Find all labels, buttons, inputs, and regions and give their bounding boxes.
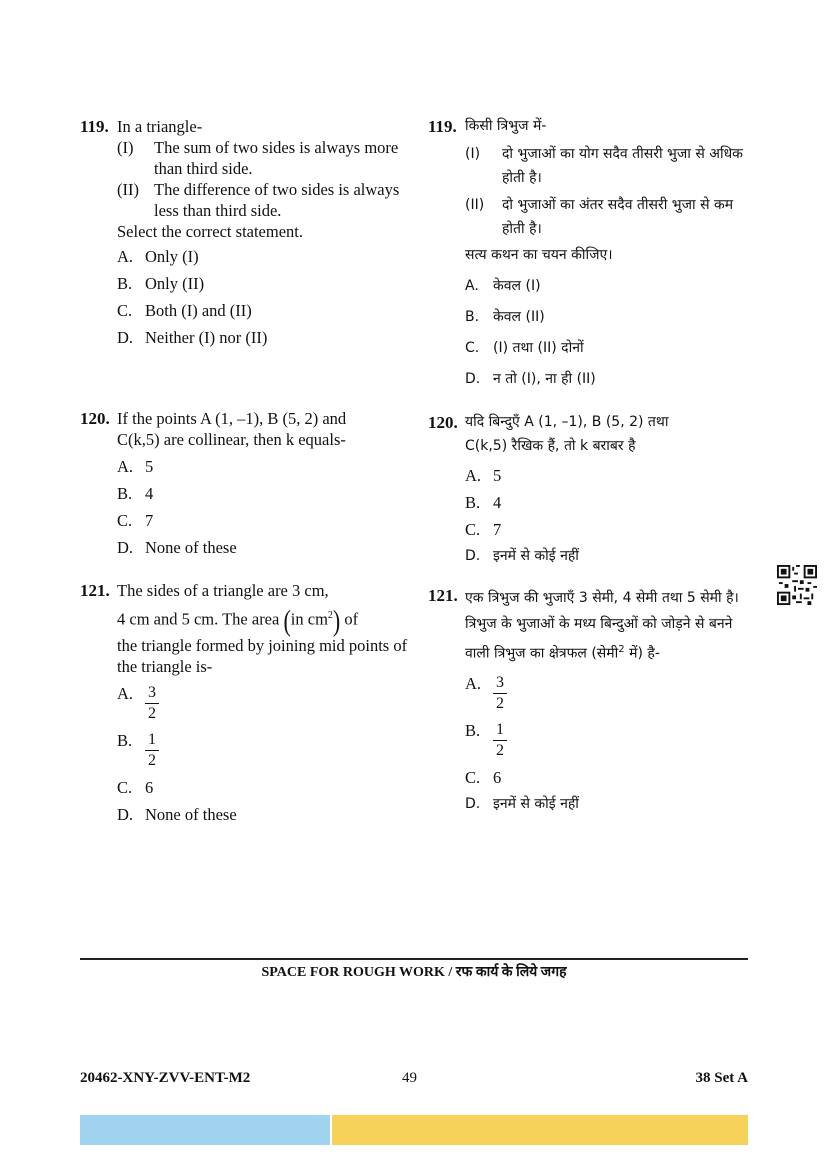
option-c[interactable] <box>465 767 758 788</box>
fraction <box>145 730 159 771</box>
option-c[interactable] <box>465 338 758 359</box>
stem-text: 4 cm and 5 cm. The area <box>117 609 280 629</box>
statement-text: दो भुजाओं का योग सदैव तीसरी भुजा से अधिक होती है। <box>502 146 743 186</box>
option-text: 5 <box>493 466 502 485</box>
option-d[interactable] <box>465 794 758 815</box>
question-stem-line3: the triangle formed by joining mid points of the triangle is- <box>117 636 408 677</box>
paren-open: ( <box>283 603 291 638</box>
option-text: Only (I) <box>145 247 199 266</box>
option-b[interactable] <box>117 273 415 294</box>
question-instruction: Select the correct statement. <box>117 222 303 241</box>
statement-1 <box>117 137 415 179</box>
option-d[interactable] <box>117 804 415 825</box>
unit-exponent: 2 <box>618 644 625 655</box>
hindi-column <box>428 116 758 815</box>
option-letter: C. <box>117 778 133 798</box>
statement-1 <box>465 142 758 190</box>
statement-text: दो भुजाओं का अंतर सदैव तीसरी भुजा से कम होती है। <box>502 197 734 237</box>
option-letter: B. <box>465 309 480 325</box>
option-letter: A. <box>117 457 134 476</box>
numerator: 3 <box>493 673 507 694</box>
denominator: 2 <box>148 705 156 723</box>
numerator: 3 <box>145 683 159 704</box>
statement-text: The sum of two sides is always more than third side. <box>154 138 399 178</box>
question-stem-line1: यदि बिन्दुएँ A (1, –1), B (5, 2) तथा <box>465 414 669 430</box>
question-number: 120. <box>428 413 458 432</box>
statement-numeral: (II) <box>465 197 485 213</box>
denominator: 2 <box>148 752 156 770</box>
question-stem-line1: The sides of a triangle are 3 cm, <box>117 581 329 600</box>
option-letter: D. <box>117 328 134 347</box>
question-121-en <box>80 580 415 825</box>
paren-close: ) <box>332 603 341 638</box>
option-letter: D. <box>465 548 481 564</box>
question-number: 121. <box>428 586 458 605</box>
option-letter: D. <box>465 795 481 812</box>
option-text: 4 <box>493 493 502 512</box>
option-a[interactable] <box>117 683 415 724</box>
statement-numeral: (I) <box>117 138 134 157</box>
statement-2 <box>465 193 758 241</box>
option-letter: A. <box>117 684 134 704</box>
question-stem <box>465 585 758 667</box>
option-letter: A. <box>465 673 482 693</box>
option-c[interactable] <box>465 519 758 540</box>
option-letter: A. <box>465 466 482 485</box>
option-text: 7 <box>493 520 502 539</box>
unit-text: in cm <box>290 609 328 629</box>
question-119-en <box>80 116 415 348</box>
option-letter: C. <box>117 511 133 530</box>
option-letter: B. <box>117 484 133 503</box>
question-number: 119. <box>428 117 457 136</box>
option-letter: B. <box>465 493 481 512</box>
fraction <box>145 683 159 724</box>
option-letter: C. <box>465 520 481 539</box>
option-a[interactable] <box>465 673 758 714</box>
option-letter: C. <box>465 340 480 356</box>
numerator: 1 <box>145 730 159 751</box>
option-b[interactable] <box>117 483 415 504</box>
option-b[interactable] <box>465 720 758 761</box>
option-text: Neither (I) nor (II) <box>145 328 268 347</box>
option-letter: C. <box>465 767 481 787</box>
option-text: Both (I) and (II) <box>145 301 252 320</box>
option-d[interactable] <box>465 546 758 567</box>
footer-bar-yellow <box>332 1115 748 1145</box>
option-text: 5 <box>145 457 154 476</box>
option-letter: A. <box>117 247 134 266</box>
question-number: 119. <box>80 117 109 136</box>
option-b[interactable] <box>117 730 415 771</box>
fraction <box>493 720 507 761</box>
rough-work-label: SPACE FOR ROUGH WORK / रफ कार्य के लिये जगह <box>261 965 567 980</box>
question-120-en <box>80 408 415 558</box>
question-stem-line2 <box>117 603 415 638</box>
stem-end: में) है- <box>629 645 660 662</box>
option-a[interactable] <box>117 246 415 267</box>
question-121-hi <box>428 585 758 815</box>
option-a[interactable] <box>465 465 758 486</box>
question-stem: किसी त्रिभुज में- <box>465 118 547 134</box>
option-letter: B. <box>117 731 133 751</box>
option-text: 6 <box>493 767 502 787</box>
option-d[interactable] <box>117 327 415 348</box>
option-letter: A. <box>465 278 479 294</box>
option-text: None of these <box>145 538 237 557</box>
statement-numeral: (I) <box>465 146 481 162</box>
option-a[interactable] <box>465 276 758 297</box>
question-119-hi <box>428 116 758 390</box>
page-number: 49 <box>402 1070 417 1086</box>
option-text: (I) तथा (II) दोनों <box>493 340 584 356</box>
question-120-hi <box>428 412 758 567</box>
option-d[interactable] <box>117 537 415 558</box>
option-d[interactable] <box>465 369 758 390</box>
statement-text: The difference of two sides is always less than third side. <box>154 180 400 220</box>
option-b[interactable] <box>465 492 758 513</box>
option-letter: D. <box>117 805 134 825</box>
english-column <box>80 116 415 825</box>
question-instruction: सत्य कथन का चयन कीजिए। <box>465 247 613 263</box>
option-letter: D. <box>465 371 481 387</box>
statement-numeral: (II) <box>117 180 139 199</box>
option-letter: B. <box>465 720 481 740</box>
rough-work-divider <box>80 958 748 960</box>
denominator: 2 <box>496 694 504 712</box>
option-text: 7 <box>145 511 154 530</box>
option-c[interactable] <box>117 777 415 798</box>
question-number: 120. <box>80 409 110 428</box>
option-text: 6 <box>145 778 154 798</box>
option-text: Only (II) <box>145 274 205 293</box>
option-text: केवल (II) <box>493 309 545 325</box>
option-c[interactable] <box>117 510 415 531</box>
booklet-code: 20462-XNY-ZVV-ENT-M2 <box>80 1070 251 1086</box>
footer-bar-blue <box>80 1115 330 1145</box>
option-text: None of these <box>145 805 237 825</box>
option-letter: D. <box>117 538 134 557</box>
option-letter: B. <box>117 274 133 293</box>
question-stem-line2: C(k,5) रैखिक हैं, तो k बराबर है <box>465 438 636 454</box>
option-text: 4 <box>145 484 154 503</box>
question-stem-line2: C(k,5) are collinear, then k equals- <box>117 430 346 449</box>
option-text: इनमें से कोई नहीं <box>493 795 579 812</box>
option-c[interactable] <box>117 300 415 321</box>
option-letter: C. <box>117 301 133 320</box>
statement-2 <box>117 179 415 221</box>
denominator: 2 <box>496 741 504 759</box>
qr-code-icon <box>776 565 818 605</box>
question-stem-line1: If the points A (1, –1), B (5, 2) and <box>117 409 347 428</box>
stem-text: of <box>344 609 359 629</box>
option-a[interactable] <box>117 456 415 477</box>
fraction <box>493 673 507 714</box>
option-b[interactable] <box>465 307 758 328</box>
unit-exponent: 2 <box>327 610 333 621</box>
stem-text: एक त्रिभुज की भुजाएँ 3 सेमी, 4 सेमी तथा 5 सेमी है। त्रिभुज के भुजाओं के मध्य बिन्दुओं को जोड़ने से बनने वाली त्रिभुज का क्षेत्रफल (सेमी <box>465 590 739 662</box>
question-stem: In a triangle- <box>117 117 203 136</box>
option-text: केवल (I) <box>493 278 541 294</box>
question-number: 121. <box>80 581 110 600</box>
option-text: न तो (I), ना ही (II) <box>493 371 596 387</box>
option-text: इनमें से कोई नहीं <box>493 548 579 564</box>
set-label: 38 Set A <box>695 1070 748 1086</box>
numerator: 1 <box>493 720 507 741</box>
